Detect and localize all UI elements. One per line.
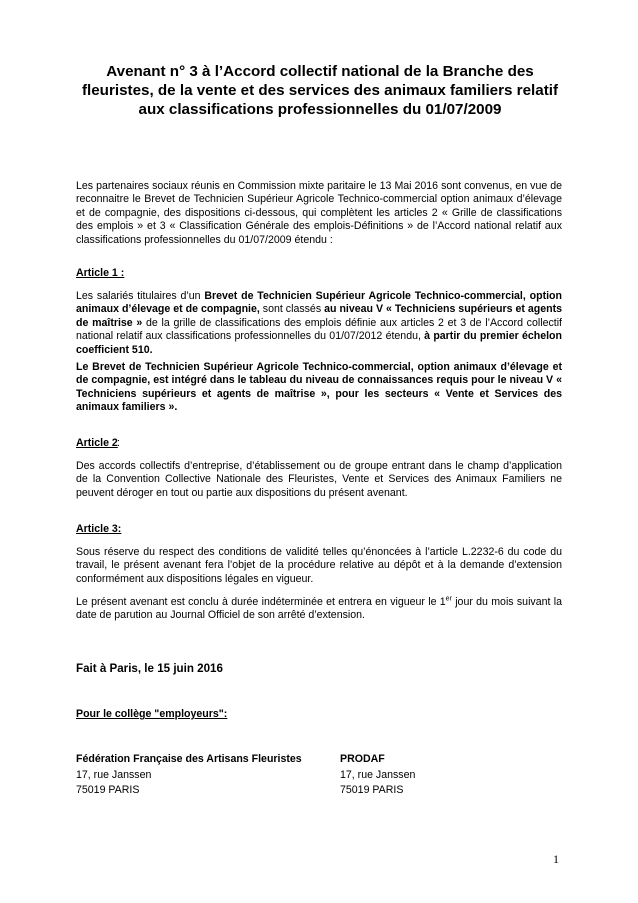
a1p1-part-c: sont classés bbox=[259, 303, 325, 316]
a1p1-level: au niveau V « Techniciens supérieurs et agents de maîtrise » bbox=[76, 303, 562, 329]
article-3-heading bbox=[76, 523, 121, 536]
signatory-1-street: 17, rue Janssen bbox=[76, 768, 152, 781]
article-3-paragraph-1: Sous réserve du respect des conditions de validité telles qu’énoncées à l’article L.2232-6 du code du travail, le présent avenant fera l’objet de la procédure relative au dépôt et à la demande d’extension conformément aux dispositions légales en vigueur. bbox=[76, 546, 562, 585]
document-title: Avenant n° 3 à l’Accord collectif national de la Branche des fleuristes, de la vente et des services des animaux familiers relatif aux classifications professionnelles du 01/07/2009 bbox=[81, 63, 559, 118]
a1p1-coefficient: à partir du premier échelon coefficient 510. bbox=[76, 330, 562, 356]
signing-place-date: Fait à Paris, le 15 juin 2016 bbox=[76, 662, 223, 675]
signatory-2-city: 75019 PARIS bbox=[340, 784, 404, 797]
a3p2-part-a: Le présent avenant est conclu à durée indéterminée et entrera en vigueur le 1 bbox=[76, 596, 446, 608]
article-2-paragraph: Des accords collectifs d’entreprise, d’établissement ou de groupe entrant dans le champ d’application de la Convention Collective Nationale des Fleuristes, Vente et Services des Animaux Familiers ne peuvent déroger en tout ou partie aux dispositions du présent avenant. bbox=[76, 460, 562, 499]
article-3-heading-text: Article 3: bbox=[76, 523, 122, 535]
signatory-2 bbox=[340, 752, 415, 799]
employers-college-heading: Pour le collège "employeurs": bbox=[76, 708, 228, 720]
a1p1-diploma: Brevet de Technicien Supérieur Agricole Technico-commercial, option animaux d’élevage et de compagnie, bbox=[76, 290, 562, 316]
page-number: 1 bbox=[553, 852, 559, 866]
a3p2-part-b: jour du mois suivant la date de parution au Journal Officiel de son arrêté d’extension. bbox=[76, 596, 562, 622]
article-1-heading-text: Article 1 : bbox=[76, 267, 125, 279]
article-2-heading bbox=[76, 437, 118, 450]
signatory-1 bbox=[76, 752, 302, 799]
article-2-heading-colon: : bbox=[117, 437, 120, 449]
signatory-2-street: 17, rue Janssen bbox=[340, 768, 416, 781]
signatory-1-city: 75019 PARIS bbox=[76, 784, 140, 797]
a3p2-superscript: er bbox=[445, 595, 452, 603]
article-1-paragraph-1 bbox=[76, 290, 562, 357]
article-2-heading-text: Article 2 bbox=[76, 437, 118, 449]
article-1-heading bbox=[76, 267, 124, 280]
signatory-1-name: Fédération Française des Artisans Fleuristes bbox=[76, 753, 302, 765]
article-1-paragraph-2: Le Brevet de Technicien Supérieur Agricole Technico-commercial, option animaux d’élevage et de compagnie, est intégré dans le tableau du niveau de connaissances requis pour le niveau V « Techniciens supérieurs et agents de maîtrise », pour les secteurs « Vente et Services des animaux familiers ». bbox=[76, 361, 562, 414]
a1p1-part-a: Les salariés titulaires d’un bbox=[76, 290, 205, 302]
a1p1-part-e: de la grille de classifications des emplois définie aux articles 2 et 3 de l’Accord collectif national relatif aux classifications professionnelles du 01/07/2012 étendu, bbox=[76, 316, 562, 343]
intro-paragraph: Les partenaires sociaux réunis en Commission mixte paritaire le 13 Mai 2016 sont convenus, en vue de reconnaitre le Brevet de Technicien Supérieur Agricole Technico-commercial option animaux d’élevage et de compagnie, des dispositions ci-dessous, qui complètent les articles 2 « Grille de classifications des emplois » et 3 « Classification Générale des emplois-Définitions » de l’Accord national relatif aux classifications professionnelles du 01/07/2009 étendu : bbox=[76, 180, 562, 246]
signatory-2-name: PRODAF bbox=[340, 753, 385, 765]
article-3-paragraph-2 bbox=[76, 596, 562, 623]
